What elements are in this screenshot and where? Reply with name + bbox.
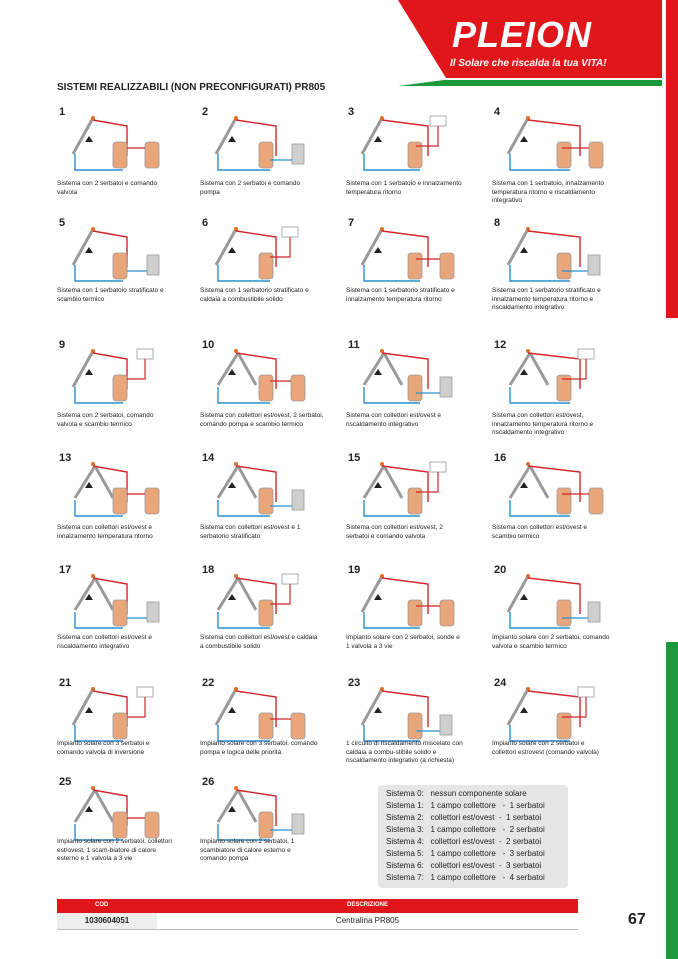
legend-row: Sistema 5: 1 campo collettore - 3 serbatoi bbox=[386, 849, 545, 858]
system-caption: Sistema con 2 serbatoi e comando valvola bbox=[57, 180, 158, 196]
system-caption: Impianto solare con 2 serbatoi, comando valvola e scambio termico bbox=[492, 634, 610, 650]
system-3 bbox=[346, 106, 481, 216]
system-number: 16 bbox=[494, 452, 507, 464]
system-number: 1 bbox=[59, 106, 66, 118]
system-7 bbox=[346, 217, 481, 327]
system-19 bbox=[346, 564, 481, 674]
system-caption: Impianto solare con 3 serbatoi e comando valvola di inversione bbox=[57, 740, 150, 756]
system-1 bbox=[57, 106, 192, 216]
system-6 bbox=[200, 217, 335, 327]
system-12 bbox=[492, 339, 627, 449]
page-title: SISTEMI REALIZZABILI (NON PRECONFIGURATI) PR805 bbox=[57, 82, 326, 93]
system-11 bbox=[346, 339, 481, 449]
system-number: 24 bbox=[494, 677, 507, 689]
system-schematic bbox=[67, 223, 177, 289]
system-schematic bbox=[210, 223, 320, 289]
system-schematic bbox=[67, 458, 177, 524]
system-caption: 1 circuito di riscaldamento miscelato con caldaia a combu-stibile solido e riscaldamento integrativo (a richiesta) bbox=[346, 740, 463, 764]
system-number: 4 bbox=[494, 106, 501, 118]
system-caption: Sistema con collettori est/ovest e riscaldamento integrativo bbox=[346, 412, 442, 428]
system-18 bbox=[200, 564, 335, 674]
system-16 bbox=[492, 452, 627, 562]
system-number: 10 bbox=[202, 339, 215, 351]
system-14 bbox=[200, 452, 335, 562]
system-schematic bbox=[210, 112, 320, 178]
system-24 bbox=[492, 677, 627, 787]
legend-row: Sistema 2: collettori est/ovest - 1 serbatoi bbox=[386, 813, 542, 822]
system-schematic bbox=[356, 570, 466, 636]
legend-row: Sistema 1: 1 campo collettore - 1 serbatoi bbox=[386, 801, 545, 810]
system-caption: Sistema con collettori est/ovest e caldaia a combustibile solido bbox=[200, 634, 318, 650]
system-number: 22 bbox=[202, 677, 215, 689]
system-26 bbox=[200, 776, 335, 886]
system-number: 20 bbox=[494, 564, 507, 576]
system-schematic bbox=[210, 570, 320, 636]
system-number: 5 bbox=[59, 217, 66, 229]
system-caption: Impianto solare con 2 serbatoi, collettori est/ovest, 1 scam-biatore di calore esterno e 1 valvola a 3 vie bbox=[57, 838, 172, 862]
system-number: 12 bbox=[494, 339, 507, 351]
system-4 bbox=[492, 106, 627, 216]
system-20 bbox=[492, 564, 627, 674]
system-5 bbox=[57, 217, 192, 327]
system-9 bbox=[57, 339, 192, 449]
product-description: Centralina PR805 bbox=[335, 916, 400, 925]
system-schematic bbox=[210, 458, 320, 524]
system-number: 8 bbox=[494, 217, 501, 229]
legend-row: Sistema 6: collettori est/ovest - 3 serbatoi bbox=[386, 861, 542, 870]
system-schematic bbox=[356, 458, 466, 524]
legend-row: Sistema 7: 1 campo collettore - 4 serbatoi bbox=[386, 873, 545, 882]
system-25 bbox=[57, 776, 192, 886]
system-caption: Impianto solare con 2 serbatoi e collettori est/ovest (comando valvola) bbox=[492, 740, 599, 756]
system-number: 17 bbox=[59, 564, 72, 576]
table-header bbox=[57, 899, 578, 913]
table-row bbox=[57, 913, 578, 930]
system-caption: Sistema con 1 serbatoio stratificato e scambio termico bbox=[57, 287, 164, 303]
system-caption: Sistema con collettori est/ovest, 2 serbatoi e comando valvola bbox=[346, 524, 443, 540]
system-caption: Impianto solare con 2 serbatoi, sonde e 1 valvola a 3 vie bbox=[346, 634, 460, 650]
system-22 bbox=[200, 677, 335, 787]
system-schematic bbox=[210, 345, 320, 411]
system-number: 9 bbox=[59, 339, 66, 351]
system-caption: Sistema con 1 serbatoio, innalzamento temperatura ritorno e riscaldamento integrativo bbox=[492, 180, 605, 204]
system-number: 6 bbox=[202, 217, 209, 229]
system-schematic bbox=[502, 345, 612, 411]
system-caption: Sistema con collettori est/ovest, innalzamento temperatura ritorno e riscaldamento integrativo bbox=[492, 412, 594, 436]
system-number: 25 bbox=[59, 776, 72, 788]
system-15 bbox=[346, 452, 481, 562]
system-number: 23 bbox=[348, 677, 361, 689]
system-number: 21 bbox=[59, 677, 72, 689]
brand-logo: PLEION bbox=[452, 14, 593, 55]
table-header-description: DESCRIZIONE bbox=[347, 902, 389, 908]
system-number: 13 bbox=[59, 452, 72, 464]
system-caption: Impianto solare con 3 serbatoi, comando pompa e logica delle priorità bbox=[200, 740, 318, 756]
system-number: 7 bbox=[348, 217, 355, 229]
system-number: 2 bbox=[202, 106, 209, 118]
system-number: 18 bbox=[202, 564, 215, 576]
system-number: 15 bbox=[348, 452, 361, 464]
system-legend bbox=[378, 785, 568, 888]
system-17 bbox=[57, 564, 192, 674]
system-caption: Sistema con 1 serbatorio stratificato e innalzamento temperatura ritorno e riscaldamento integrativo bbox=[492, 287, 601, 311]
legend-row: Sistema 4: collettori est/ovest - 2 serbatoi bbox=[386, 837, 542, 846]
system-caption: Sistema con collettori est/ovest e scambio termico bbox=[492, 524, 588, 540]
system-schematic bbox=[356, 112, 466, 178]
system-caption: Sistema con 2 serbatoi, comando valvola e scambio termico bbox=[57, 412, 154, 428]
system-caption: Sistema con 1 serbatorio stratificato e caldaia a combustibile solido bbox=[200, 287, 309, 303]
system-caption: Sistema con 1 serbatoio e innalzamento temperatura ritorno bbox=[346, 180, 462, 196]
system-8 bbox=[492, 217, 627, 327]
system-21 bbox=[57, 677, 192, 787]
product-code: 1030604051 bbox=[57, 913, 157, 929]
side-stripe-red bbox=[666, 0, 678, 318]
system-2 bbox=[200, 106, 335, 216]
system-schematic bbox=[356, 345, 466, 411]
system-schematic bbox=[502, 570, 612, 636]
system-caption: Sistema con 2 serbatoi e comando pompa bbox=[200, 180, 301, 196]
legend-row: Sistema 0: nessun componente solare bbox=[386, 789, 527, 798]
system-10 bbox=[200, 339, 335, 449]
system-schematic bbox=[356, 223, 466, 289]
system-caption: Sistema con collettori est/ovest e innalzamento temperatura ritorno bbox=[57, 524, 153, 540]
system-schematic bbox=[67, 112, 177, 178]
system-schematic bbox=[502, 223, 612, 289]
system-schematic bbox=[67, 345, 177, 411]
system-number: 26 bbox=[202, 776, 215, 788]
system-caption: Sistema con collettori est/ovest e riscaldamento integrativo bbox=[57, 634, 153, 650]
system-caption: Impianto solare con 2 serbatoi, 1 scambiatore di calore esterno e comando pompa bbox=[200, 838, 295, 862]
system-number: 14 bbox=[202, 452, 215, 464]
system-number: 19 bbox=[348, 564, 361, 576]
system-number: 3 bbox=[348, 106, 355, 118]
system-caption: Sistema con collettori est/ovest, 2 serbatoi, comando pompa e scambio termico bbox=[200, 412, 324, 428]
system-schematic bbox=[67, 570, 177, 636]
system-caption: Sistema con collettori est/ovest e 1 serbatorio stratificato bbox=[200, 524, 301, 540]
system-23 bbox=[346, 677, 481, 787]
table-header-code: COD bbox=[95, 902, 109, 908]
system-number: 11 bbox=[348, 339, 360, 351]
system-caption: Sistema con 1 serbatorio stratificato e innalzamento temperatura ritorno bbox=[346, 287, 455, 303]
system-schematic bbox=[502, 112, 612, 178]
page-number: 67 bbox=[628, 911, 646, 928]
system-schematic bbox=[502, 458, 612, 524]
legend-row: Sistema 3: 1 campo collettore - 2 serbatoi bbox=[386, 825, 545, 834]
side-stripe-green bbox=[666, 642, 678, 959]
brand-tagline: Il Solare che riscalda la tua VITA! bbox=[450, 58, 607, 69]
system-13 bbox=[57, 452, 192, 562]
